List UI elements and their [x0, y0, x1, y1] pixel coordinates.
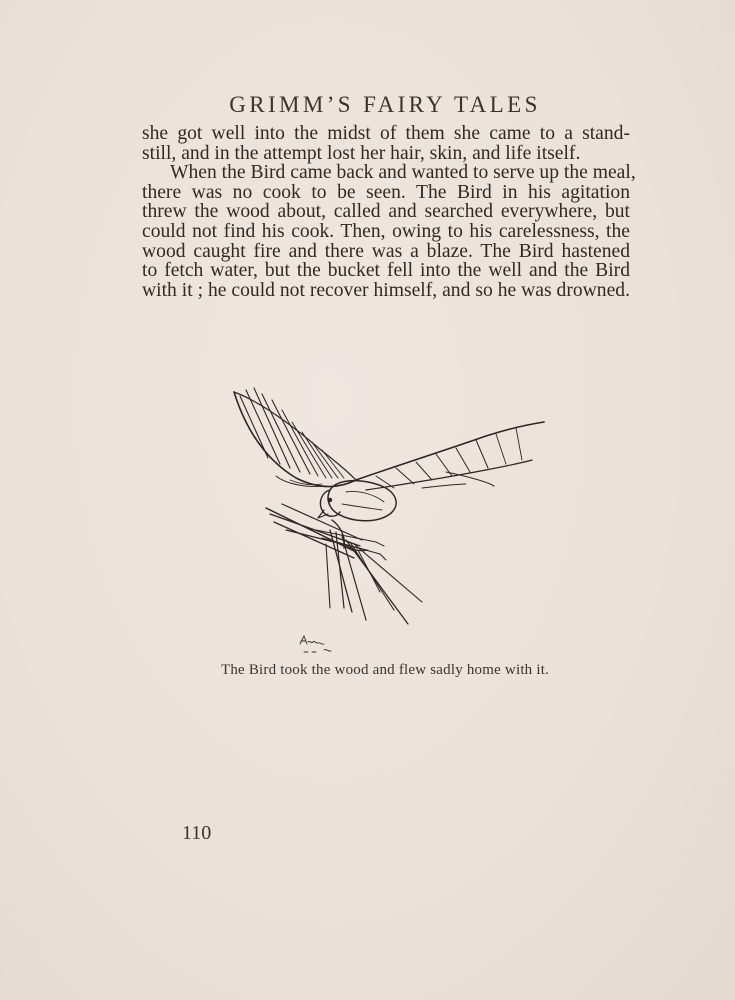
text-line: there was no cook to be seen. The Bird in his agitation: [142, 181, 630, 203]
text-line: threw the wood about, called and searched everywhere, but: [142, 201, 630, 223]
text-line: she got well into the midst of them she came to a stand-: [142, 123, 630, 144]
text-line: to fetch water, but the bucket fell into the well and the Bird: [142, 260, 630, 282]
text-line: When the Bird came back and wanted to serve up the meal,: [170, 162, 636, 184]
artist-signature: [296, 634, 336, 664]
right-wing: [356, 422, 544, 480]
text-line: with it ; he could not recover himself, and so he was drowned.: [142, 279, 630, 301]
bird-illustration: [226, 380, 556, 660]
text-line: still, and in the attempt lost her hair, skin, and life itself.: [142, 142, 581, 164]
text-line: could not find his cook. Then, owing to his carelessness, the: [142, 220, 630, 242]
bundle-of-sticks: [266, 504, 422, 624]
page-number: 110: [182, 822, 212, 844]
running-head: GRIMM’S FAIRY TALES: [229, 92, 541, 117]
body-text: [142, 123, 636, 301]
illustration-caption: The Bird took the wood and flew sadly home with it.: [220, 662, 550, 678]
bird-head: [320, 490, 340, 516]
text-line: wood caught fire and there was a blaze. The Bird hastened: [142, 240, 630, 262]
bird-beak: [318, 510, 328, 518]
left-wing: [234, 392, 356, 487]
